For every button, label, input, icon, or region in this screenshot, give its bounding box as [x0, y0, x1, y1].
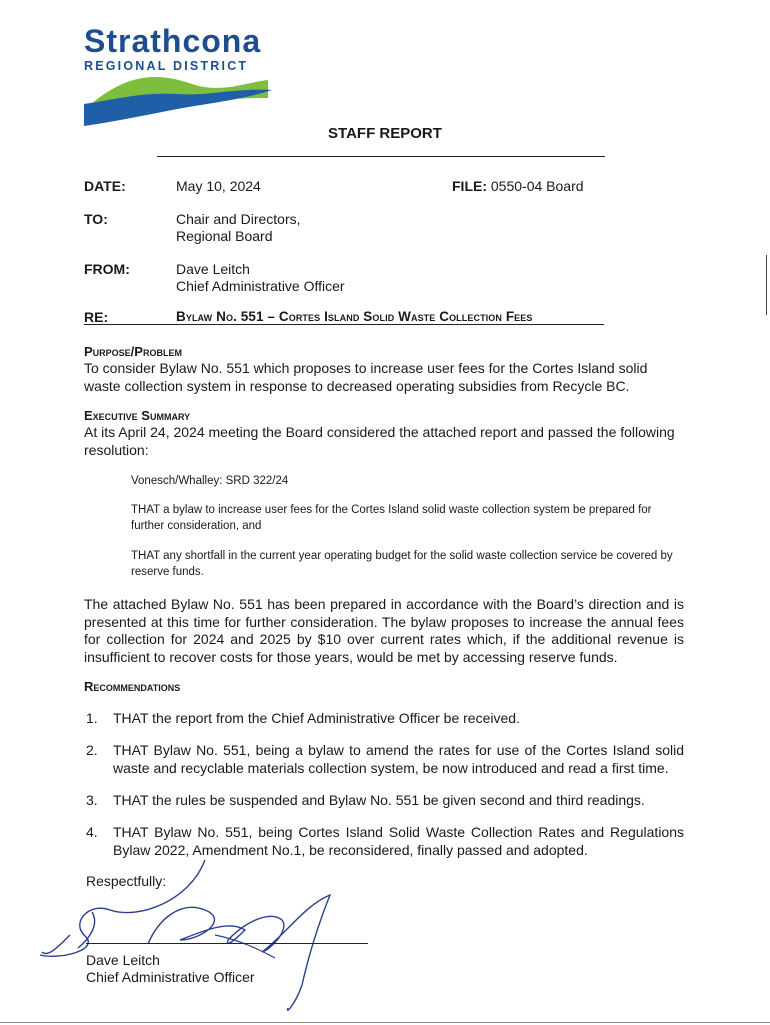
to-label: TO:: [84, 211, 108, 227]
from-line-1: Dave Leitch: [176, 261, 250, 277]
strathcona-logo: [82, 18, 282, 128]
summary-heading: Executive Summary: [84, 408, 191, 423]
recommendation-text: THAT Bylaw No. 551, being a bylaw to amend the rates for use of the Cortes Island solid waste and recyclable materials collection system, be now introduced and read a first time.: [113, 742, 684, 776]
file-label: FILE:: [452, 178, 487, 194]
from-label: FROM:: [84, 261, 130, 277]
from-value: [176, 261, 345, 295]
resolution-2: THAT any shortfall in the current year operating budget for the solid waste collection service be covered by reserve funds.: [131, 550, 673, 578]
recommendation-number: 4.: [86, 824, 98, 840]
signatory-name: Dave Leitch: [86, 952, 160, 968]
recommendation-item: [86, 742, 684, 777]
date-value: May 10, 2024: [176, 178, 261, 194]
file-value: 0550-04 Board: [490, 178, 584, 194]
signature-line: [86, 943, 368, 944]
recommendation-item: [86, 710, 684, 728]
from-line-2: Chief Administrative Officer: [176, 278, 345, 294]
purpose-heading: Purpose/Problem: [84, 344, 182, 359]
scan-edge-mark: [766, 255, 767, 315]
resolution-1: THAT a bylaw to increase user fees for the Cortes Island solid waste collection system be prepared for further consideration, and: [131, 504, 652, 532]
signatory-title: Chief Administrative Officer: [86, 969, 255, 985]
to-line-1: Chair and Directors,: [176, 211, 301, 227]
logo-wordmark: Strathcona: [84, 23, 262, 59]
recommendation-text: THAT the report from the Chief Administrative Officer be received.: [113, 710, 520, 726]
recommendation-number: 3.: [86, 792, 98, 808]
handwritten-signature: [30, 840, 360, 1020]
recommendation-text: THAT the rules be suspended and Bylaw No. 551 be given second and third readings.: [113, 792, 645, 808]
page-title: STAFF REPORT: [328, 125, 442, 142]
resolution-mover: Vonesch/Whalley: SRD 322/24: [131, 475, 289, 487]
re-label: RE:: [84, 309, 109, 325]
recommendations-heading: Recommendations: [84, 679, 181, 694]
recommendation-text: THAT Bylaw No. 551, being Cortes Island Solid Waste Collection Rates and Regulations Bylaw 2022, Amendment No.1, be reconsidered, finally passed and adopted.: [113, 824, 684, 858]
file-field: [452, 178, 584, 194]
signatory: [86, 952, 255, 986]
logo-subtext: REGIONAL DISTRICT: [84, 59, 249, 73]
page-bottom-edge: [0, 1022, 770, 1023]
to-line-2: Regional Board: [176, 228, 273, 244]
date-label: DATE:: [84, 178, 126, 194]
summary-intro: At its April 24, 2024 meeting the Board considered the attached report and passed the following resolution:: [84, 424, 675, 458]
title-divider: [157, 156, 605, 157]
to-value: [176, 211, 301, 245]
recommendation-number: 1.: [86, 710, 98, 726]
recommendation-number: 2.: [86, 742, 98, 758]
closing-text: Respectfully:: [86, 873, 167, 889]
summary-body: The attached Bylaw No. 551 has been prepared in accordance with the Board’s direction and is presented at this time for further consideration. The bylaw proposes to increase the annual fees for collection for 2024 and 2025 by $10 over current rates which, if the additional revenue is insufficient to recover costs for those years, would be met by accessing reserve funds.: [84, 596, 684, 665]
re-underline: [84, 324, 604, 325]
recommendation-item: [86, 792, 684, 810]
re-subject: Bylaw No. 551 – Cortes Island Solid Waste Collection Fees: [176, 309, 533, 324]
purpose-text: To consider Bylaw No. 551 which proposes to increase user fees for the Cortes Island solid waste collection system in response to decreased operating subsidies from Recycle BC.: [84, 360, 648, 394]
